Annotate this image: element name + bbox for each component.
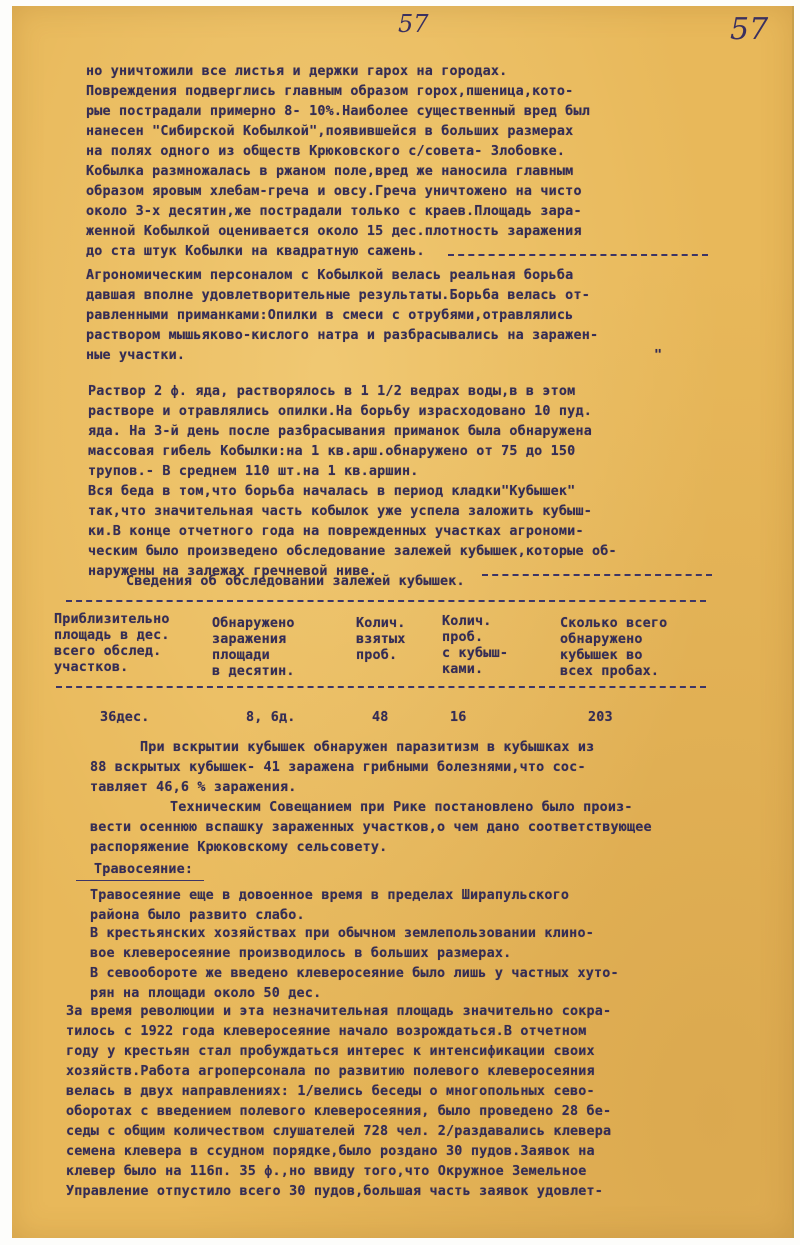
table-header-cell: Приблизительно: [54, 612, 170, 627]
table-cell: 203: [588, 710, 613, 725]
text-line: Травосеяние еще в довоенное время в пределах Ширапульского: [90, 888, 570, 903]
table-cell: 16: [450, 710, 467, 725]
table-header-cell: с кубыш-: [442, 646, 509, 661]
text-line: рые пострадали примерно 8- 10%.Наиболее существенный вред был: [86, 104, 590, 119]
table-header-cell: всего обслед.: [54, 644, 162, 659]
text-line: равленными приманками:Опилки в смеси с отрубями,отравлялись: [86, 308, 574, 323]
table-cell: 36дес.: [100, 710, 150, 725]
text-line: нанесен "Сибирской Кобылкой",появившейся в больших размерах: [86, 124, 574, 139]
text-line: Техническим Совещанием при Рике постановлено было произ-: [170, 800, 633, 815]
table-caption: Сведения об обследовании залежей кубышек.: [126, 574, 465, 589]
table-header-cell: Колич.: [356, 616, 406, 631]
table-header-cell: взятых: [356, 632, 406, 647]
text-line: наружены на залежах гречневой ниве.: [88, 564, 378, 579]
text-line: но уничтожили все листья и держки гарох на городах.: [86, 64, 508, 79]
text-line: около 3-х десятин,же пострадали только с краев.Площадь зара-: [86, 204, 582, 219]
text-line: яда. На 3-й день после разбрасывания приманок была обнаружена: [88, 424, 592, 439]
text-line: седы с общим количеством слушателей 728 чел. 2/раздавались клевера: [66, 1124, 612, 1139]
text-line: женной Кобылкой оценивается около 15 дес.плотность заражения: [86, 224, 582, 239]
text-line: В крестьянских хозяйствах при обычном землепользовании клино-: [90, 926, 594, 941]
text-line: Агрономическим персоналом с Кобылкой велась реальная борьба: [86, 268, 574, 283]
text-line: вести осеннюю вспашку зараженных участков,о чем дано соответствующее: [90, 820, 652, 835]
text-line: распоряжение Крюковскому сельсовету.: [90, 840, 388, 855]
text-line: году у крестьян стал пробуждаться интерес к интенсификации своих: [66, 1044, 595, 1059]
text-line: образом яровым хлебам-греча и овсу.Греча уничтожено на чисто: [86, 184, 582, 199]
text-line: трупов.- В среднем 110 шт.на 1 кв.аршин.: [88, 464, 419, 479]
text-line: В севообороте же введено клеверосеяние было лишь у частных хуто-: [90, 966, 619, 981]
text-line: тилось с 1922 года клеверосеяние начало возрождаться.В отчетном: [66, 1024, 587, 1039]
table-header-cell: Обнаружено: [212, 616, 295, 631]
page-number-corner: 57: [730, 12, 769, 47]
table-header-cell: проб.: [442, 630, 484, 645]
text-line: массовая гибель Кобылки:на 1 кв.арш.обнаружено от 75 до 150: [88, 444, 576, 459]
table-header-cell: Сколько всего: [560, 616, 668, 631]
page-number-center: 57: [398, 10, 429, 38]
dashed-rule: [482, 574, 712, 576]
table-header-rule: [56, 686, 706, 688]
text-line: вое клеверосеяние производилось в больших размерах.: [90, 946, 512, 961]
text-line: хозяйств.Работа агроперсонала по развитию полевого клеверосеяния: [66, 1064, 595, 1079]
section-heading: Травосеяние:: [94, 862, 194, 877]
text-line: семена клевера в ссудном порядке,было роздано 30 пудов.Заявок на: [66, 1144, 595, 1159]
table-header-cell: кубышек во: [560, 648, 643, 663]
table-header-cell: площади: [212, 648, 270, 663]
text-line: Раствор 2 ф. яда, растворялось в 1 1/2 ведрах воды,в в этом: [88, 384, 576, 399]
text-line: района было развито слабо.: [90, 908, 305, 923]
table-header-cell: Колич.: [442, 614, 492, 629]
text-line: тавляет 46,6 % заражения.: [90, 780, 297, 795]
text-line: давшая вполне удовлетворительные результаты.Борьба велась от-: [86, 288, 590, 303]
text-line: велась в двух направлениях: 1/велись беседы о многопольных сево-: [66, 1084, 595, 1099]
text-line: клевер было на 116п. 35 ф.,но ввиду того,что Окружное Земельное: [66, 1164, 587, 1179]
text-line: до ста штук Кобылки на квадратную сажень.: [86, 244, 425, 259]
text-line: ческим было произведено обследование залежей кубышек,которые об-: [88, 544, 617, 559]
text-line: За время революции и эта незначительная площадь значительно сокра-: [66, 1004, 612, 1019]
ditto-mark: ": [654, 348, 663, 363]
text-line: Повреждения подверглись главным образом горох,пшеница,кото-: [86, 84, 574, 99]
table-header-cell: ками.: [442, 662, 484, 677]
text-line: Управление отпустило всего 30 пудов,большая часть заявок удовлет-: [66, 1184, 604, 1199]
table-header-cell: участков.: [54, 660, 129, 675]
table-header-cell: заражения: [212, 632, 287, 647]
text-line: раствором мышьяково-кислого натра и разбрасывались на заражен-: [86, 328, 599, 343]
table-header-cell: обнаружено: [560, 632, 643, 647]
text-line: 88 вскрытых кубышек- 41 заражена грибными болезнями,что сос-: [90, 760, 586, 775]
table-cell: 8, 6д.: [246, 710, 296, 725]
text-line: ки.В конце отчетного года на поврежденных участках агрономи-: [88, 524, 584, 539]
heading-underline: [76, 880, 204, 881]
table-header-cell: площадь в дес.: [54, 628, 170, 643]
table-header-cell: всех пробах.: [560, 664, 660, 679]
text-line: рян на площади около 50 дес.: [90, 986, 322, 1001]
text-line: растворе и отравлялись опилки.На борьбу израсходовано 10 пуд.: [88, 404, 592, 419]
text-line: При вскрытии кубышек обнаружен паразитизм в кубышках из: [140, 740, 595, 755]
table-cell: 48: [372, 710, 389, 725]
table-header-cell: в десятин.: [212, 664, 295, 679]
text-line: Кобылка размножалась в ржаном поле,вред же наносила главным: [86, 164, 574, 179]
table-header-cell: проб.: [356, 648, 398, 663]
table-top-rule: [66, 600, 706, 602]
text-line: ные участки.: [86, 348, 186, 363]
text-line: на полях одного из обществ Крюковского с/совета- Злобовке.: [86, 144, 566, 159]
text-line: оборотах с введением полевого клеверосеяния, было проведено 28 бе-: [66, 1104, 612, 1119]
dashed-rule: [448, 254, 708, 256]
text-line: так,что значительная часть кобылок уже успела заложить кубыш-: [88, 504, 592, 519]
text-line: Вся беда в том,что борьба началась в период кладки"Кубышек": [88, 484, 576, 499]
